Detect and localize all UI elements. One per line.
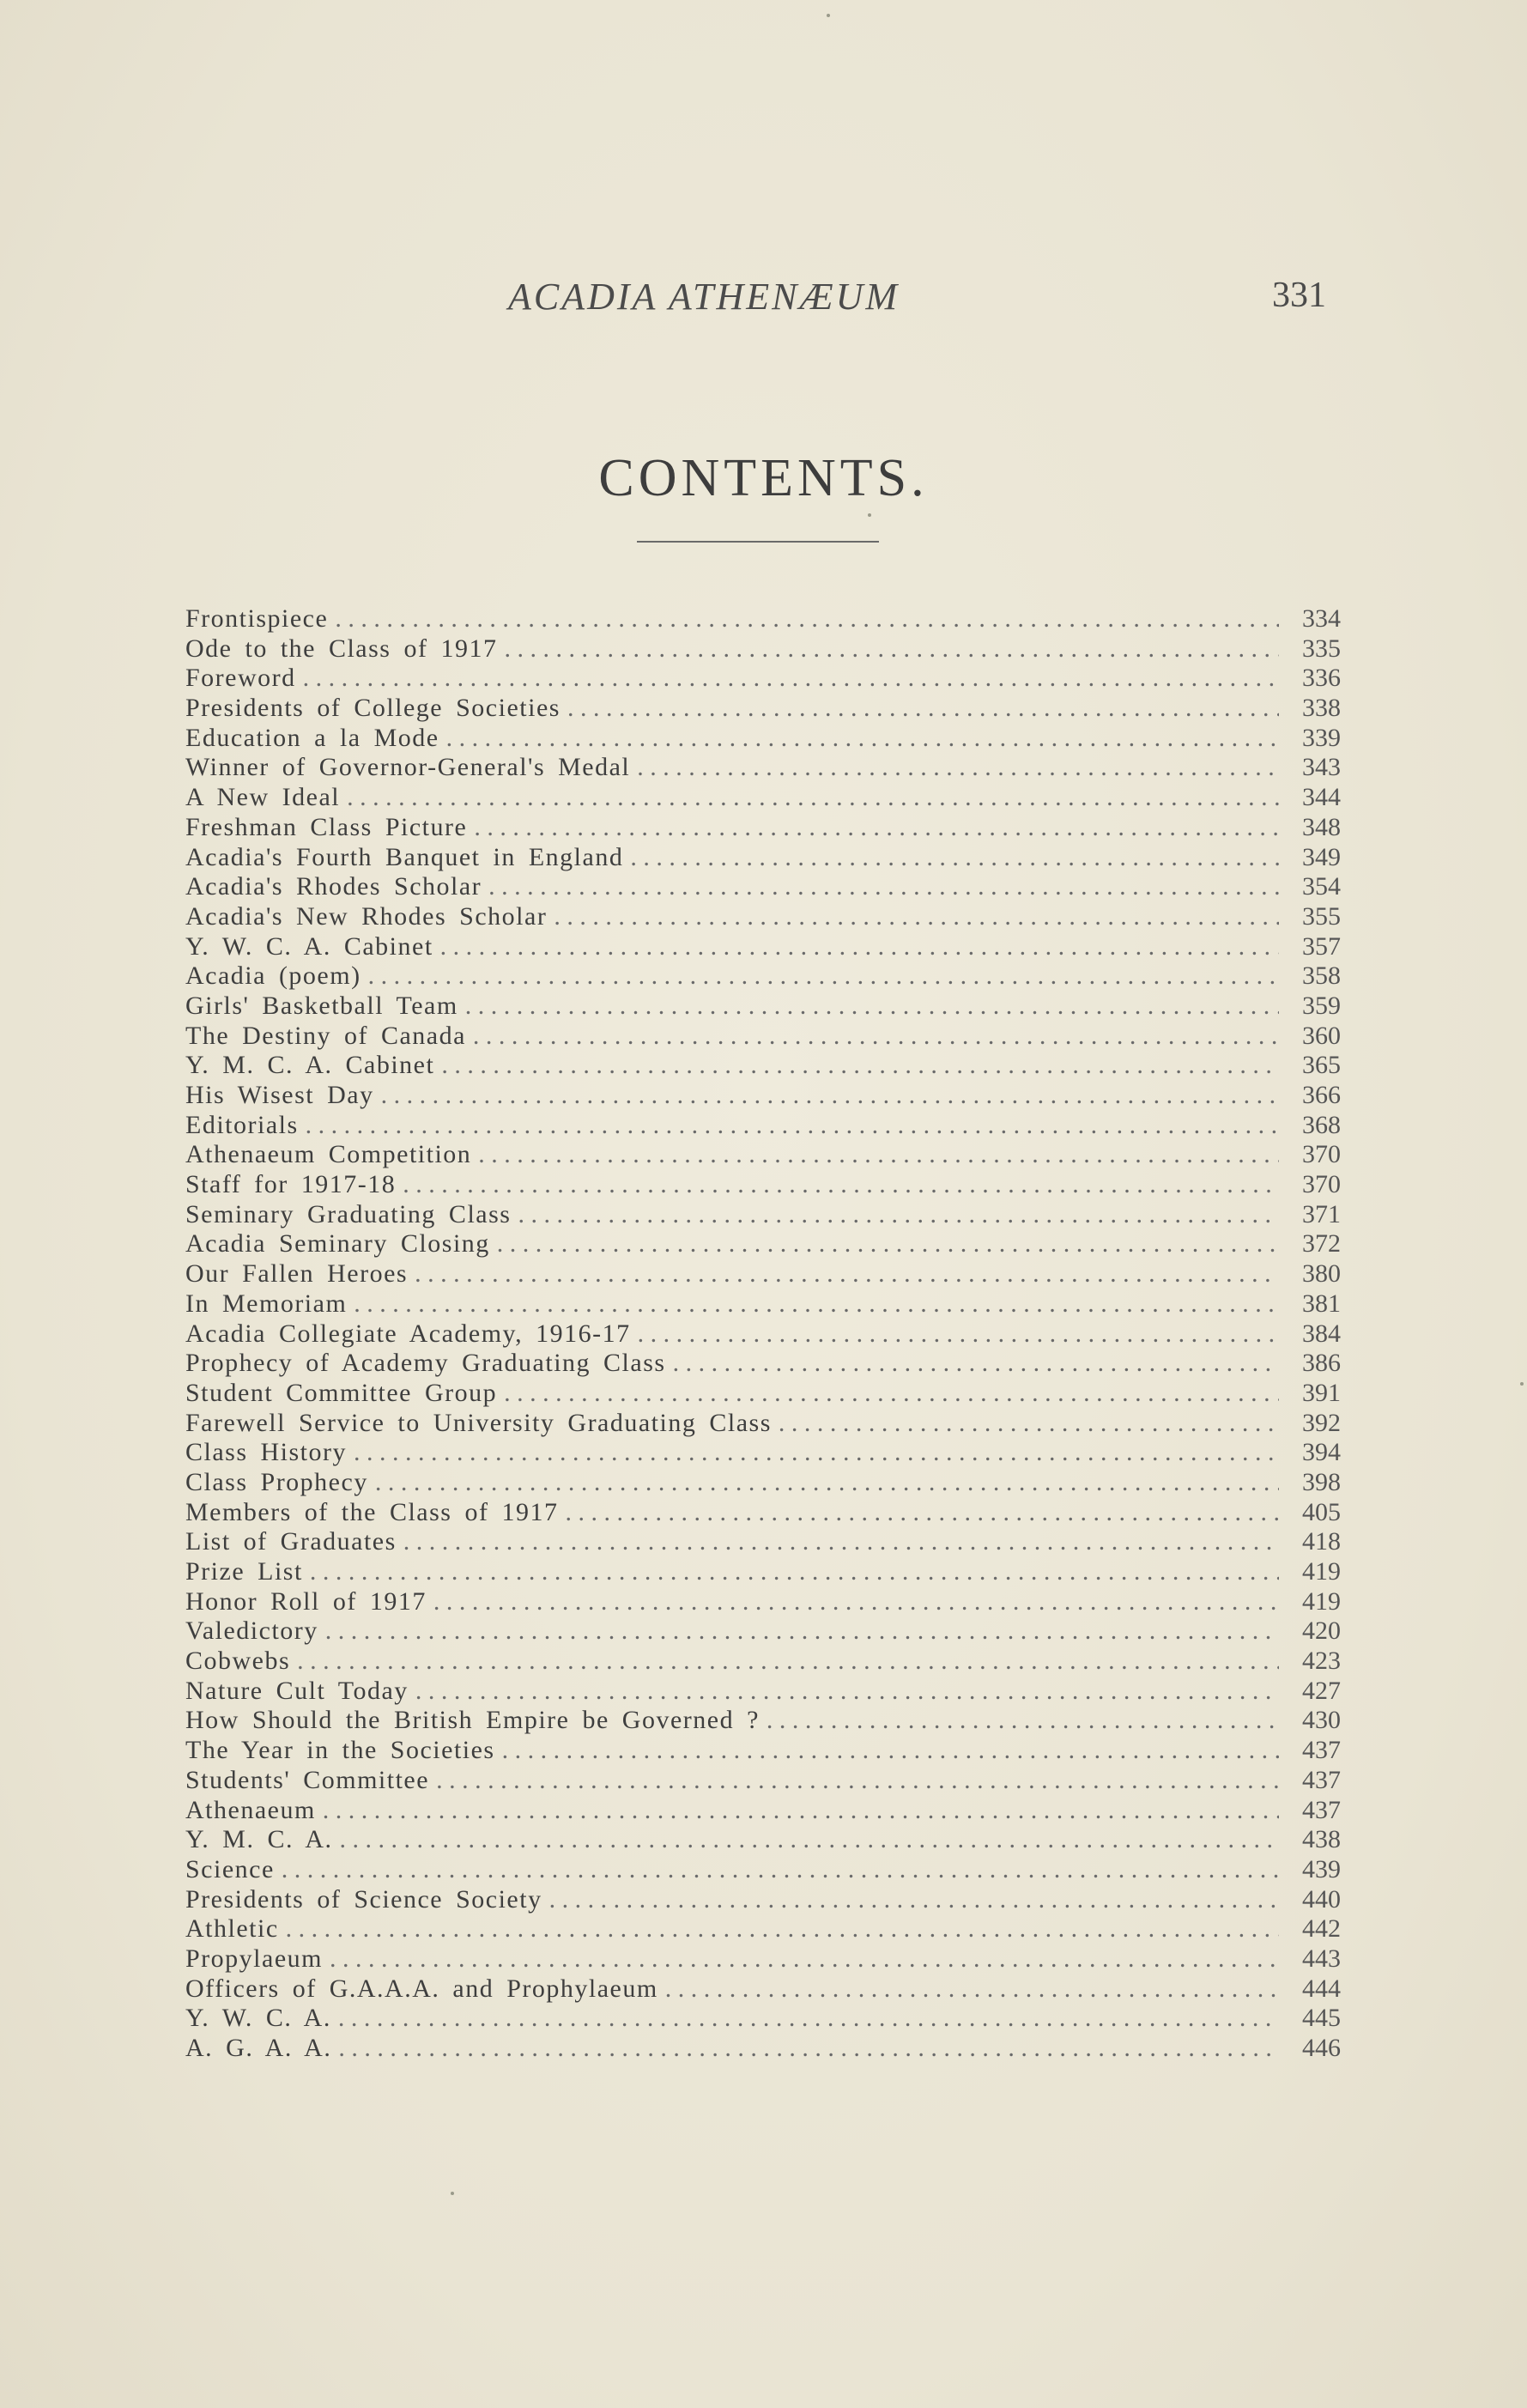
toc-entry-page: 437 (1302, 1795, 1341, 1824)
toc-entry (185, 2034, 1341, 2064)
dot-leader (441, 1051, 1279, 1080)
journal-title: ACADIA ATHENÆUM (508, 276, 900, 318)
dot-leader (415, 1259, 1279, 1289)
toc-entry (185, 1825, 1341, 1855)
dot-leader (630, 843, 1279, 872)
dot-leader (665, 1974, 1279, 2004)
toc-entry (185, 902, 1341, 932)
toc-entry (185, 1736, 1341, 1766)
toc-entry-page: 358 (1302, 961, 1341, 991)
toc-entry-title: How Should the British Empire be Governed ? (185, 1706, 760, 1735)
toc-entry-page: 344 (1302, 783, 1341, 812)
toc-entry-title: Winner of Governor-General's Medal (185, 753, 631, 782)
toc-entry (185, 1170, 1341, 1200)
toc-entry-page: 355 (1302, 901, 1341, 931)
toc-entry-title: Education a la Mode (185, 723, 439, 752)
dot-leader (354, 1289, 1279, 1319)
toc-entry (185, 694, 1341, 724)
toc-entry-page: 437 (1302, 1736, 1341, 1765)
toc-entry-title: Valedictory (185, 1616, 318, 1646)
dot-leader (347, 783, 1279, 812)
dot-leader (473, 1022, 1279, 1051)
toc-entry-page: 392 (1302, 1408, 1341, 1437)
toc-entry-page: 442 (1302, 1914, 1341, 1944)
toc-entry (185, 1140, 1341, 1170)
toc-entry (185, 1855, 1341, 1885)
toc-entry-title: Members of the Class of 1917 (185, 1497, 559, 1526)
toc-entry-title: Foreword (185, 664, 296, 693)
toc-entry-page: 372 (1302, 1229, 1341, 1259)
dot-leader (338, 2034, 1279, 2063)
toc-entry-title: Frontispiece (185, 604, 329, 633)
toc-entry-page: 420 (1302, 1616, 1341, 1646)
toc-entry-page: 419 (1302, 1557, 1341, 1586)
dot-leader (565, 1498, 1279, 1527)
toc-entry (185, 992, 1341, 1022)
dot-leader (638, 1319, 1279, 1349)
toc-entry-title: Prophecy of Academy Graduating Class (185, 1349, 666, 1378)
toc-entry (185, 1587, 1341, 1617)
toc-entry (185, 1409, 1341, 1439)
toc-entry (185, 843, 1341, 873)
toc-entry-page: 348 (1302, 812, 1341, 841)
toc-entry (185, 1557, 1341, 1587)
toc-entry-page: 384 (1302, 1319, 1341, 1348)
paper-speck (827, 14, 830, 17)
dot-leader (637, 753, 1279, 782)
toc-entry-page: 335 (1302, 634, 1341, 663)
toc-entry-title: Athletic (185, 1914, 279, 1944)
toc-entry-page: 437 (1302, 1765, 1341, 1794)
toc-entry-title: Y. W. C. A. (185, 2004, 331, 2033)
toc-entry-title: Our Fallen Heroes (185, 1259, 409, 1289)
toc-entry (185, 1022, 1341, 1052)
toc-entry-title: The Destiny of Canada (185, 1021, 466, 1050)
dot-leader (338, 2004, 1279, 2033)
dot-leader (567, 694, 1279, 723)
toc-entry (185, 1766, 1341, 1796)
dot-leader (488, 872, 1279, 901)
toc-entry-page: 419 (1302, 1586, 1341, 1616)
dot-leader (282, 1855, 1279, 1884)
toc-entry-title: Acadia's New Rhodes Scholar (185, 901, 548, 931)
dot-leader (673, 1349, 1279, 1378)
toc-entry (185, 872, 1341, 902)
toc-entry-page: 445 (1302, 2004, 1341, 2033)
toc-entry (185, 1796, 1341, 1826)
toc-entry-title: A. G. A. A. (185, 2034, 332, 2062)
toc-entry-title: Propylaeum (185, 1944, 323, 1973)
dot-leader (478, 1140, 1279, 1169)
toc-entry-title: Science (185, 1854, 275, 1883)
dot-leader (518, 1200, 1279, 1229)
toc-entry (185, 1438, 1341, 1468)
toc-entry-title: Student Committee Group (185, 1378, 498, 1407)
dot-leader (433, 1587, 1279, 1616)
toc-entry (185, 1081, 1341, 1111)
toc-entry-title: His Wisest Day (185, 1081, 374, 1109)
toc-entry (185, 1498, 1341, 1528)
dot-leader (504, 634, 1279, 664)
toc-entry-title: Freshman Class Picture (185, 812, 468, 841)
toc-entry (185, 664, 1341, 694)
running-head (0, 275, 1527, 326)
toc-entry-page: 366 (1302, 1081, 1341, 1109)
toc-entry-title: Editorials (185, 1110, 299, 1139)
toc-entry (185, 604, 1341, 634)
dot-leader (403, 1527, 1279, 1556)
toc-entry (185, 1200, 1341, 1230)
dot-leader (340, 1825, 1280, 1854)
toc-entry-page: 394 (1302, 1438, 1341, 1467)
paper-speck (1520, 1382, 1524, 1386)
toc-entry-page: 370 (1302, 1140, 1341, 1169)
toc-entry-page: 359 (1302, 991, 1341, 1020)
toc-entry (185, 1259, 1341, 1289)
dot-leader (310, 1557, 1279, 1586)
paper-speck (451, 2192, 454, 2195)
toc-entry (185, 1974, 1341, 2005)
toc-entry-title: Students' Committee (185, 1765, 430, 1794)
toc-entry (185, 1319, 1341, 1350)
toc-entry (185, 753, 1341, 783)
toc-entry-page: 380 (1302, 1259, 1341, 1289)
toc-entry-page: 365 (1302, 1051, 1341, 1080)
dot-leader (436, 1766, 1279, 1795)
toc-entry-title: Seminary Graduating Class (185, 1199, 512, 1228)
dot-leader (286, 1914, 1279, 1944)
toc-entry-page: 440 (1302, 1884, 1341, 1914)
dot-leader (465, 992, 1279, 1021)
toc-entry-title: Athenaeum Competition (185, 1140, 472, 1169)
dot-leader (381, 1081, 1279, 1110)
toc-entry (185, 1616, 1341, 1647)
toc-entry-title: Presidents of Science Society (185, 1884, 542, 1914)
toc-entry-page: 427 (1302, 1676, 1341, 1705)
dot-leader (330, 1944, 1279, 1974)
toc-entry-title: Acadia's Rhodes Scholar (185, 872, 482, 901)
dot-leader (474, 813, 1279, 842)
toc-entry-title: Presidents of College Societies (185, 694, 561, 723)
toc-entry-page: 391 (1302, 1378, 1341, 1407)
toc-entry-title: The Year in the Societies (185, 1736, 495, 1765)
paper-speck (868, 513, 871, 517)
dot-leader (554, 902, 1279, 931)
dot-leader (368, 961, 1279, 991)
toc-entry-title: Farewell Service to University Graduating Class (185, 1408, 772, 1437)
contents-heading: CONTENTS. (598, 449, 929, 507)
toc-entry-title: Ode to the Class of 1917 (185, 634, 498, 663)
toc-entry (185, 1111, 1341, 1141)
toc-entry (185, 2004, 1341, 2034)
dot-leader (549, 1885, 1279, 1914)
dot-leader (354, 1438, 1279, 1467)
toc-entry-title: Girls' Basketball Team (185, 991, 458, 1020)
toc-entry (185, 1051, 1341, 1081)
toc-entry (185, 1677, 1341, 1707)
toc-entry-page: 423 (1302, 1647, 1341, 1676)
toc-entry-page: 430 (1302, 1706, 1341, 1735)
toc-entry-title: Acadia Collegiate Academy, 1916-17 (185, 1319, 631, 1348)
toc-entry (185, 1349, 1341, 1379)
toc-entry-page: 418 (1302, 1527, 1341, 1556)
toc-entry-page: 338 (1302, 694, 1341, 723)
page-number: 331 (1272, 276, 1326, 315)
toc-entry-page: 360 (1302, 1021, 1341, 1050)
toc-entry (185, 932, 1341, 962)
toc-entry-page: 386 (1302, 1349, 1341, 1378)
dot-leader (303, 664, 1279, 693)
toc-entry-title: Cobwebs (185, 1647, 291, 1676)
toc-entry (185, 783, 1341, 813)
toc-entry-title: Y. M. C. A. (185, 1825, 333, 1854)
dot-leader (375, 1468, 1279, 1497)
toc-entry-page: 354 (1302, 872, 1341, 901)
toc-entry (185, 1289, 1341, 1319)
dot-leader (497, 1229, 1279, 1259)
toc-entry (185, 961, 1341, 992)
toc-entry-page: 371 (1302, 1199, 1341, 1228)
toc-entry (185, 1229, 1341, 1259)
toc-entry (185, 1468, 1341, 1498)
toc-entry-title: Officers of G.A.A.A. and Prophylaeum (185, 1974, 658, 2003)
toc-entry-page: 446 (1302, 2034, 1341, 2062)
toc-entry-page: 336 (1302, 664, 1341, 693)
toc-entry-page: 368 (1302, 1110, 1341, 1139)
toc-entry-title: Athenaeum (185, 1795, 316, 1824)
toc-entry (185, 813, 1341, 843)
toc-entry-page: 370 (1302, 1170, 1341, 1199)
toc-entry-title: Y. M. C. A. Cabinet (185, 1051, 435, 1080)
toc-entry-page: 405 (1302, 1497, 1341, 1526)
toc-entry-title: Y. W. C. A. Cabinet (185, 931, 433, 961)
toc-entry (185, 634, 1341, 664)
toc-entry-title: Class Prophecy (185, 1467, 368, 1496)
toc-entry-title: Staff for 1917-18 (185, 1170, 397, 1199)
dot-leader (446, 724, 1279, 753)
dot-leader (323, 1796, 1279, 1825)
toc-entry-page: 357 (1302, 931, 1341, 961)
toc-entry (185, 724, 1341, 754)
toc-entry (185, 1379, 1341, 1409)
dot-leader (335, 604, 1279, 634)
toc-entry (185, 1885, 1341, 1915)
toc-entry-page: 438 (1302, 1825, 1341, 1854)
toc-entry-page: 343 (1302, 753, 1341, 782)
dot-leader (297, 1647, 1279, 1676)
toc-entry-title: Prize List (185, 1557, 303, 1586)
heading-rule (637, 541, 879, 543)
toc-entry-page: 381 (1302, 1289, 1341, 1318)
toc-entry-title: In Memoriam (185, 1289, 348, 1318)
toc-entry-title: Class History (185, 1438, 348, 1467)
dot-leader (306, 1111, 1279, 1140)
toc-entry-title: Acadia Seminary Closing (185, 1229, 490, 1259)
toc-entry-page: 444 (1302, 1974, 1341, 2003)
dot-leader (767, 1706, 1279, 1735)
toc-entry-title: Acadia's Fourth Banquet in England (185, 842, 624, 871)
toc-entry-title: Acadia (poem) (185, 961, 361, 991)
toc-entry-page: 398 (1302, 1467, 1341, 1496)
dot-leader (403, 1170, 1279, 1199)
dot-leader (325, 1616, 1279, 1646)
dot-leader (440, 932, 1279, 961)
toc-entry-title: Honor Roll of 1917 (185, 1586, 427, 1616)
toc-entry-page: 334 (1302, 604, 1341, 633)
toc-entry-page: 349 (1302, 842, 1341, 871)
toc-entry (185, 1706, 1341, 1736)
toc-entry-title: Nature Cult Today (185, 1676, 409, 1705)
toc-entry-title: List of Graduates (185, 1527, 397, 1556)
toc-entry (185, 1527, 1341, 1557)
table-of-contents (185, 604, 1341, 2064)
toc-entry (185, 1647, 1341, 1677)
toc-entry-page: 443 (1302, 1944, 1341, 1973)
dot-leader (502, 1736, 1279, 1765)
dot-leader (415, 1677, 1279, 1706)
toc-entry (185, 1914, 1341, 1944)
dot-leader (779, 1409, 1279, 1438)
toc-entry-page: 339 (1302, 723, 1341, 752)
dot-leader (504, 1379, 1279, 1408)
toc-entry (185, 1944, 1341, 1974)
toc-entry-page: 439 (1302, 1854, 1341, 1883)
toc-entry-title: A New Ideal (185, 783, 341, 812)
